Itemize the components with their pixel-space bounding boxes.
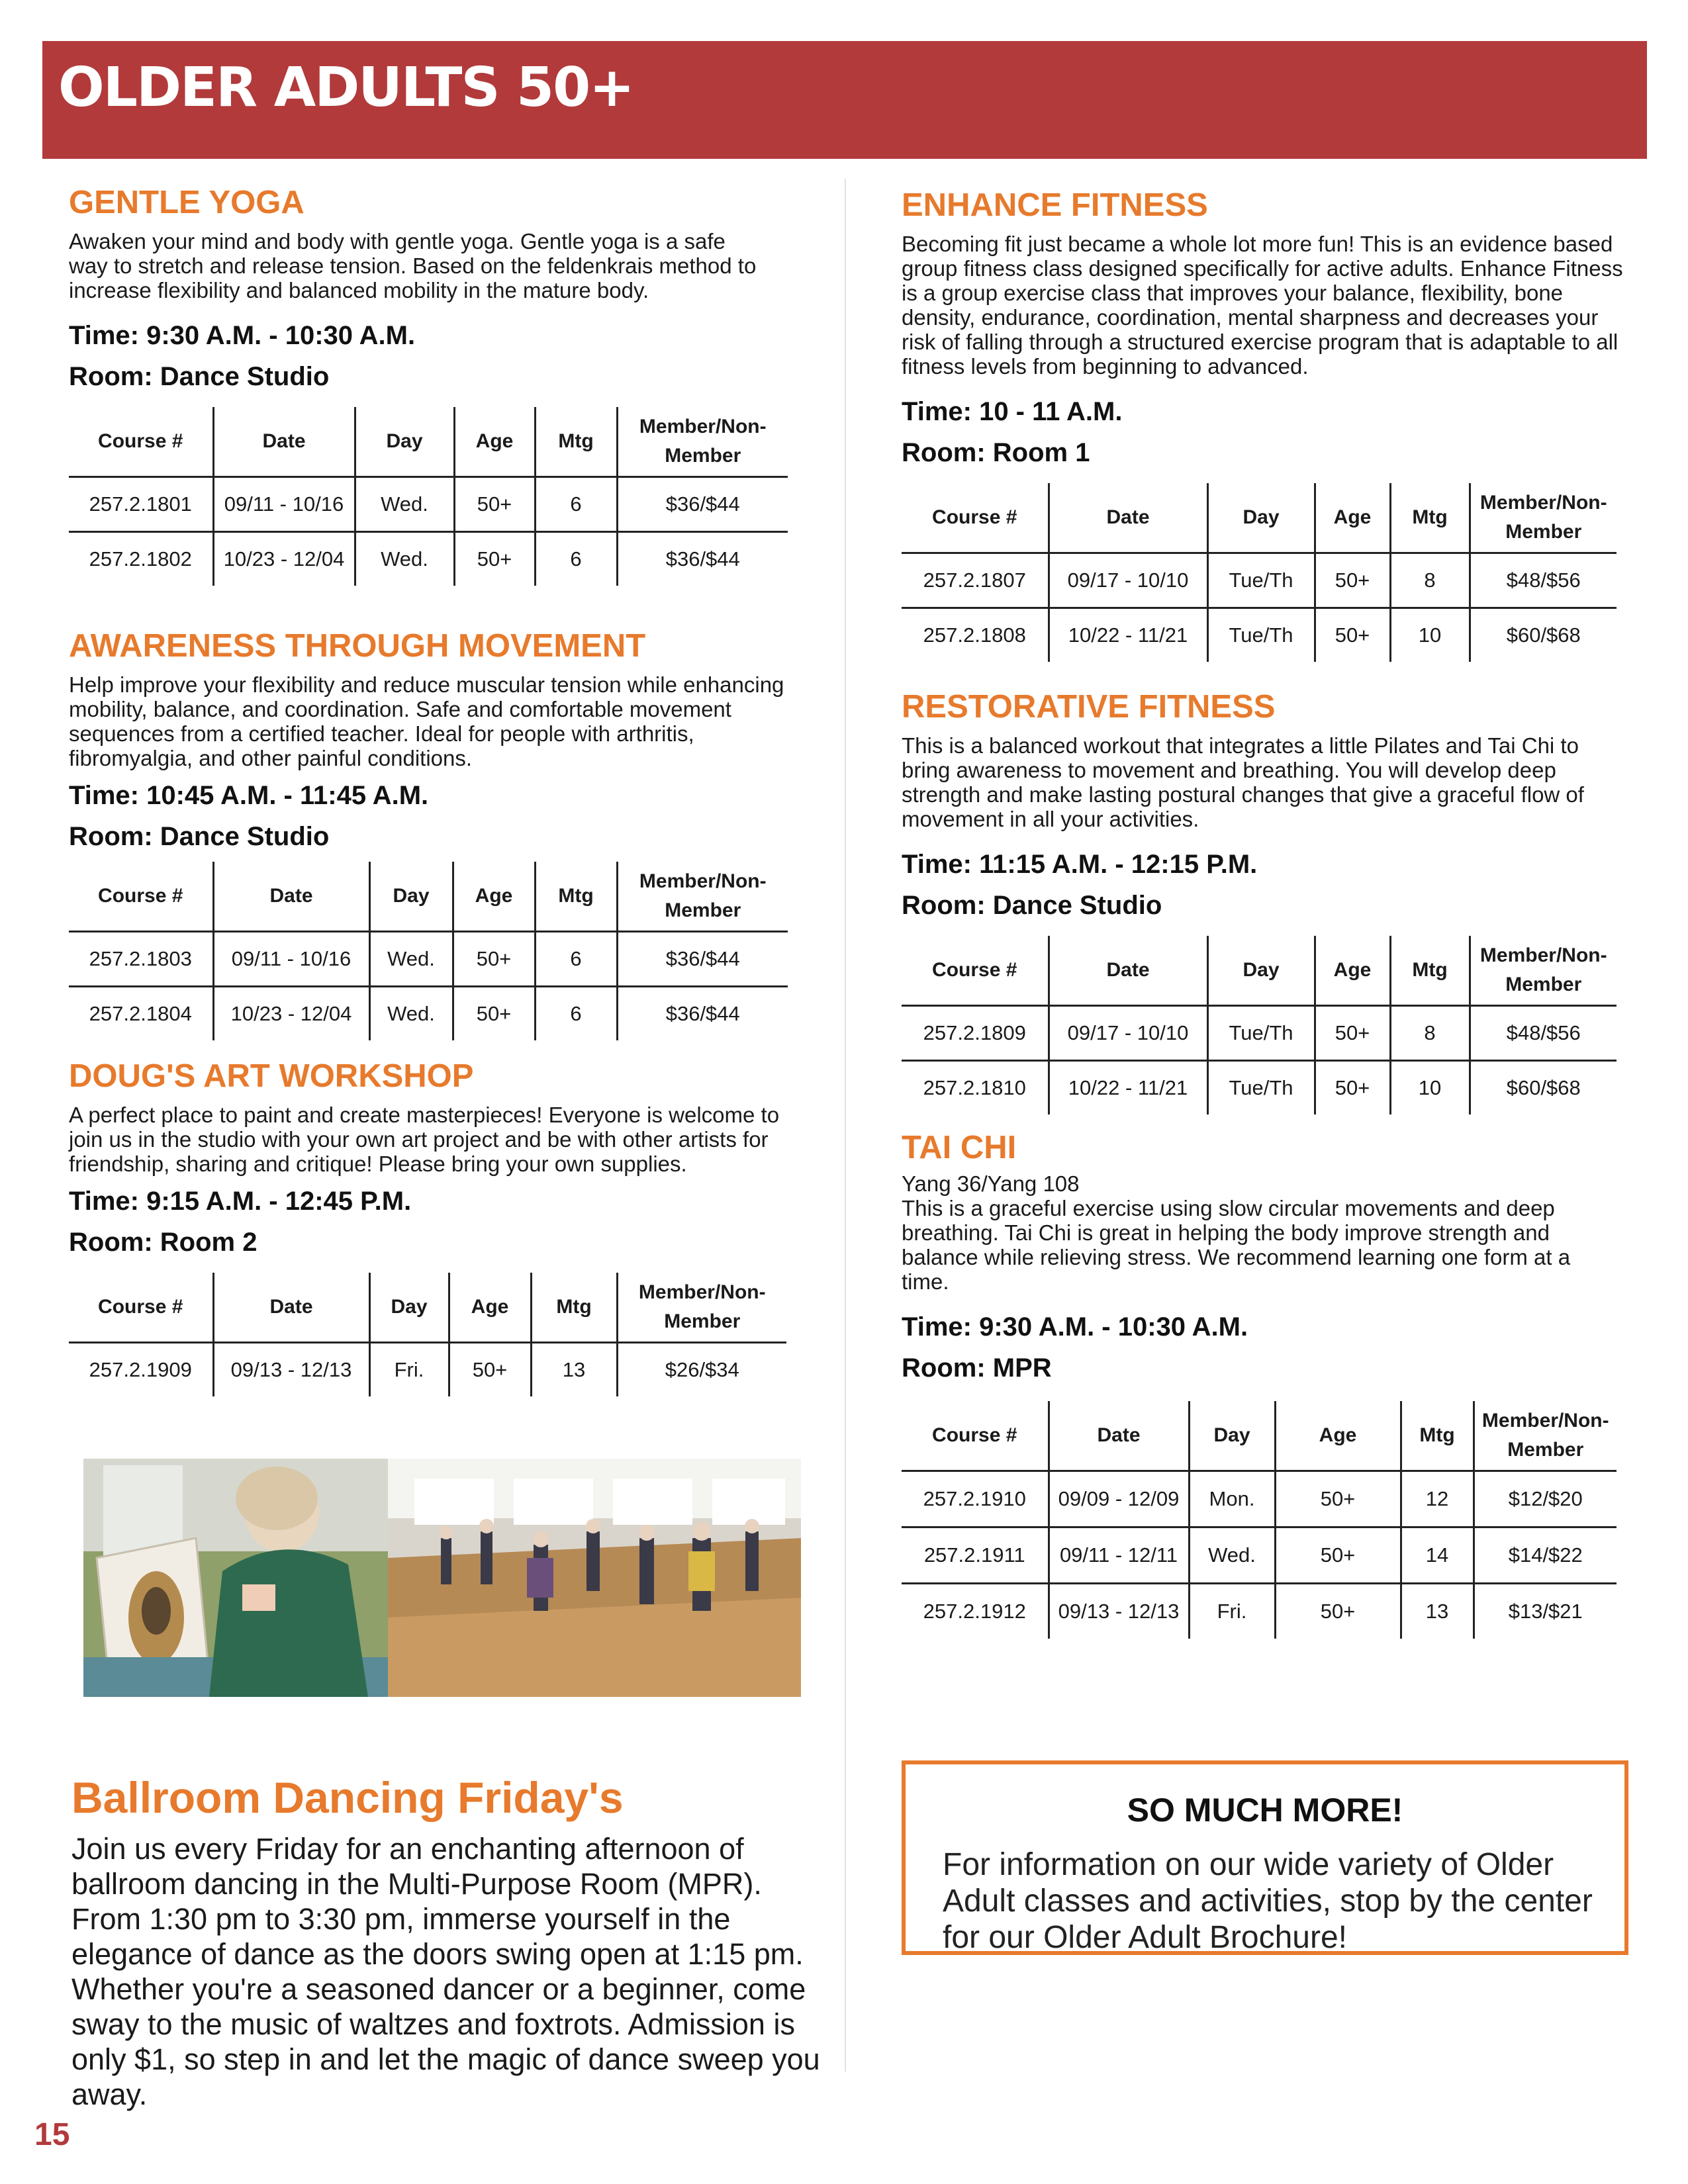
course-table [69,862,788,1040]
cell-day: Fri. [1189,1583,1275,1639]
section-time: Time: 10 - 11 A.M. [902,396,1123,426]
more-info-text: For information on our wide variety of Older Adult classes and activities, stop by the center for our Older Adult Brochure! [943,1847,1593,1955]
col-fee: Member/Non-Member [1470,936,1617,1006]
cell-fee: $60/$68 [1470,608,1617,662]
section-room: Room: Dance Studio [69,821,330,851]
cell-day: Tue/Th [1207,608,1315,662]
cell-day: Wed. [369,931,453,986]
gentle-yoga-section [69,185,804,586]
section-time: Time: 11:15 A.M. - 12:15 P.M. [902,849,1258,879]
section-title: RESTORATIVE FITNESS [902,689,1276,725]
cell-fee: $12/$20 [1474,1471,1617,1527]
cell-age: 50+ [454,477,535,531]
table-row [902,553,1617,608]
cell-mtg: 8 [1390,553,1470,608]
col-fee: Member/Non-Member [617,862,788,932]
section-description: A perfect place to paint and create masterpieces! Everyone is welcome to join us in the studio with your own art project and be with other artists for friendship, sharing and critique! Please bring your own supplies. [69,1102,780,1176]
col-mtg: Mtg [535,407,617,477]
col-day: Day [369,862,453,932]
cell-course: 257.2.1911 [902,1527,1049,1583]
section-room: Room: MPR [902,1353,1052,1383]
cell-course: 257.2.1909 [89,1357,192,1381]
cell-fee: $26/$34 [617,1342,786,1396]
col-course: Course # [902,1401,1049,1471]
cell-day: Wed. [355,531,454,586]
cell-course: 257.2.1804 [69,986,213,1040]
more-info-title: SO MUCH MORE! [1127,1792,1403,1829]
ballroom-title: Ballroom Dancing Friday's [71,1773,624,1822]
cell-course: 257.2.1802 [69,531,213,586]
section-title: TAI CHI [902,1130,1017,1165]
col-mtg: Mtg [1390,483,1470,553]
table-row [69,931,788,986]
cell-course: 257.2.1807 [923,568,1026,592]
cell-age: 50+ [1315,608,1390,662]
col-mtg: Mtg [1390,936,1470,1006]
cell-date: 09/11 - 10/16 [213,931,369,986]
awareness-section [69,629,804,1040]
cell-course: 257.2.1810 [902,1060,1049,1115]
cell-mtg: 6 [535,931,617,986]
cell-day: Mon. [1189,1471,1275,1527]
table-row [902,1471,1617,1527]
cell-course: 257.2.1803 [89,946,192,970]
col-date: Date [1049,483,1207,553]
cell-mtg: 10 [1390,1060,1470,1115]
section-description: Becoming fit just became a whole lot more fun! This is an evidence based group fitness class designed specifically for active adults. Enhance Fitness is a group exercise class that improves your balance, flexibility, bone density, endurance, coordination, mental sharpness and decreases your risk of falling through a structured exercise program that is adaptable to all fitness levels from beginning to advanced. [902,231,1623,379]
col-age: Age [449,1273,531,1343]
col-fee: Member/Non-Member [1470,483,1617,553]
section-description: Help improve your flexibility and reduce muscular tension while enhancing mobility, balance, and coordination. Safe and comfortable movement sequences from a certified teacher. Ideal for people with arthritis, fibromyalgia, and other painful conditions. [69,672,784,770]
cell-date: 09/11 - 12/11 [1049,1527,1189,1583]
cell-day: Fri. [369,1342,449,1396]
col-mtg: Mtg [531,1273,617,1343]
course-table [69,407,788,586]
col-mtg: Mtg [1401,1401,1474,1471]
col-course: Course # [902,483,1049,553]
col-day: Day [369,1273,449,1343]
col-date: Date [1049,936,1207,1006]
cell-age: 50+ [1315,553,1390,608]
activity-photo [83,1459,801,1697]
more-info-box [902,1760,1628,1955]
col-date: Date [1049,1401,1189,1471]
col-day: Day [355,407,454,477]
table-row [902,1583,1617,1639]
table-row [69,477,788,531]
section-time: Time: 9:30 A.M. - 10:30 A.M. [902,1312,1248,1342]
section-room: Room: Room 1 [902,437,1090,467]
col-date: Date [213,862,369,932]
cell-mtg: 13 [1401,1583,1474,1639]
col-day: Day [1207,936,1315,1006]
cell-date: 09/11 - 10/16 [213,477,355,531]
col-fee: Member/Non-Member [617,1273,786,1343]
section-title: ENHANCE FITNESS [902,187,1208,223]
col-age: Age [1315,483,1390,553]
course-table [902,1401,1617,1639]
table-row [902,1060,1617,1115]
section-room: Room: Dance Studio [69,361,330,391]
column-divider [845,179,846,2071]
cell-fee: $60/$68 [1470,1060,1617,1115]
page-title: OLDER ADULTS 50+ [58,56,633,119]
col-age: Age [453,862,535,932]
cell-age: 50+ [454,531,535,586]
cell-date: 10/22 - 11/21 [1049,608,1207,662]
cell-age: 50+ [1315,1060,1390,1115]
cell-fee: $36/$44 [617,531,788,586]
cell-mtg: 12 [1401,1471,1474,1527]
cell-fee: $14/$22 [1474,1527,1617,1583]
col-course: Course # [69,862,213,932]
cell-age: 50+ [449,1342,531,1396]
cell-age: 50+ [1275,1583,1401,1639]
col-day: Day [1189,1401,1275,1471]
table-row [902,1005,1617,1060]
cell-course: 257.2.1808 [902,608,1049,662]
cell-date: 09/17 - 10/10 [1049,553,1207,608]
cell-mtg: 13 [531,1342,617,1396]
cell-date: 09/09 - 12/09 [1049,1471,1189,1527]
course-table [69,1273,786,1396]
course-table [902,936,1617,1115]
cell-mtg: 6 [535,986,617,1040]
cell-fee: $13/$21 [1474,1583,1617,1639]
section-title: AWARENESS THROUGH MOVEMENT [69,628,646,664]
section-description: Awaken your mind and body with gentle yoga. Gentle yoga is a safe way to stretch and release tension. Based on the feldenkrais method to increase flexibility and balanced mobility in the mature body. [69,228,757,302]
table-row [69,531,788,586]
cell-age: 50+ [453,931,535,986]
col-course: Course # [69,1273,213,1343]
cell-day: Tue/Th [1207,1060,1315,1115]
cell-day: Tue/Th [1207,1005,1315,1060]
cell-age: 50+ [1275,1527,1401,1583]
cell-date: 09/13 - 12/13 [213,1342,369,1396]
photo-illustration [83,1459,801,1697]
restorative-fitness-section [902,690,1636,1115]
cell-fee: $36/$44 [617,477,788,531]
section-description: This is a graceful exercise using slow circular movements and deep breathing. Tai Chi is great in helping the body improve strength and balance while relieving stress. We recommend learning one form at a time. [902,1195,1571,1294]
col-date: Date [213,1273,369,1343]
col-course: Course # [902,936,1049,1006]
cell-fee: $36/$44 [617,931,788,986]
section-room: Room: Room 2 [69,1227,258,1257]
enhance-fitness-section [902,188,1636,662]
cell-day: Wed. [1189,1527,1275,1583]
cell-date: 09/17 - 10/10 [1049,1005,1207,1060]
section-room: Room: Dance Studio [902,890,1162,920]
cell-age: 50+ [1275,1471,1401,1527]
cell-day: Tue/Th [1207,553,1315,608]
cell-course: 257.2.1801 [89,492,192,516]
table-row [902,608,1617,662]
col-day: Day [1207,483,1315,553]
dougs-art-section [69,1059,804,1396]
col-fee: Member/Non-Member [1474,1401,1617,1471]
section-time: Time: 9:15 A.M. - 12:45 P.M. [69,1186,412,1216]
cell-age: 50+ [1315,1005,1390,1060]
cell-mtg: 8 [1390,1005,1470,1060]
col-date: Date [213,407,355,477]
cell-fee: $48/$56 [1470,1005,1617,1060]
course-table [902,483,1617,662]
cell-mtg: 6 [535,531,617,586]
cell-course: 257.2.1910 [923,1486,1026,1510]
section-subtitle: Yang 36/Yang 108 [902,1171,1080,1196]
cell-age: 50+ [453,986,535,1040]
section-time: Time: 10:45 A.M. - 11:45 A.M. [69,780,429,810]
table-row [902,1527,1617,1583]
section-time: Time: 9:30 A.M. - 10:30 A.M. [69,320,416,350]
table-row [69,1342,786,1396]
col-course: Course # [69,407,213,477]
cell-mtg: 14 [1401,1527,1474,1583]
col-age: Age [1275,1401,1401,1471]
col-age: Age [454,407,535,477]
ballroom-section [71,1774,826,2112]
cell-date: 10/22 - 11/21 [1049,1060,1207,1115]
section-title: DOUG'S ART WORKSHOP [69,1058,474,1094]
col-fee: Member/Non-Member [617,407,788,477]
cell-date: 10/23 - 12/04 [213,986,369,1040]
cell-date: 10/23 - 12/04 [213,531,355,586]
cell-mtg: 10 [1390,608,1470,662]
cell-course: 257.2.1912 [902,1583,1049,1639]
cell-day: Wed. [369,986,453,1040]
header-banner [42,41,1647,159]
col-mtg: Mtg [535,862,617,932]
cell-mtg: 6 [535,477,617,531]
col-age: Age [1315,936,1390,1006]
page-number: 15 [34,2117,70,2152]
tai-chi-section [902,1130,1636,1639]
ballroom-text: Join us every Friday for an enchanting afternoon of ballroom dancing in the Multi-Purpose Room (MPR). From 1:30 pm to 3:30 pm, immerse yourself in the elegance of dance as the doors swing open at 1:15 pm. Whether you're a seasoned dancer or a beginner, come sway to the music of waltzes and foxtrots. Admission is only $1, so step in and let the magic of dance sweep you away. [71,1831,820,2111]
cell-course: 257.2.1809 [923,1021,1026,1044]
table-row [69,986,788,1040]
cell-fee: $48/$56 [1470,553,1617,608]
cell-date: 09/13 - 12/13 [1049,1583,1189,1639]
section-description: This is a balanced workout that integrates a little Pilates and Tai Chi to bring awareness to movement and breathing. You will develop deep strength and make lasting postural changes that give a graceful flow of movement in all your activities. [902,733,1584,831]
cell-fee: $36/$44 [617,986,788,1040]
cell-day: Wed. [355,477,454,531]
section-title: GENTLE YOGA [69,185,305,220]
